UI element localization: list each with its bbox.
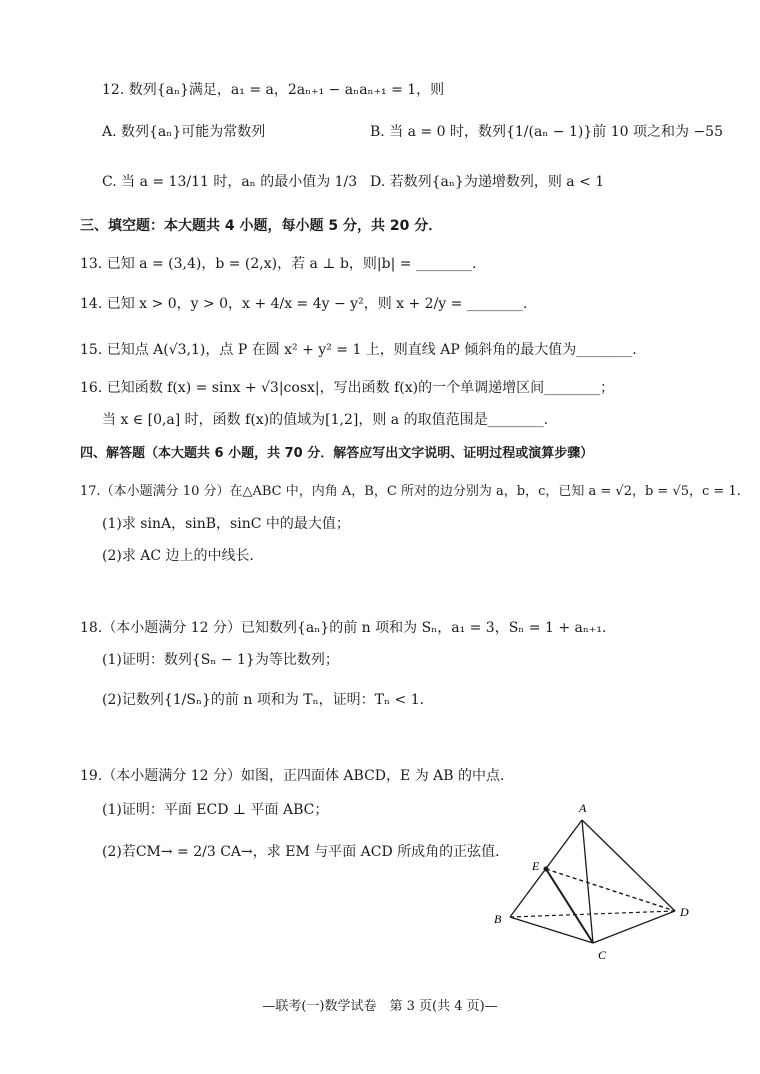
q17-part1: (1)求 sinA，sinB，sinC 中的最大值； (102, 516, 350, 532)
q19-part2: (2)若CM→ = 2/3 CA→，求 EM 与平面 ACD 所成角的正弦值． (102, 844, 510, 860)
q18-part2: (2)记数列{1/Sₙ}的前 n 项和为 Tₙ，证明：Tₙ < 1. (102, 692, 425, 708)
q19-stem: 19.（本小题满分 12 分）如图，正四面体 ABCD，E 为 AB 的中点． (80, 768, 514, 784)
edge-bc (510, 917, 593, 943)
label-e: E (532, 859, 540, 873)
label-b: B (494, 912, 502, 926)
section-3-title: 三、填空题：本大题共 4 小题，每小题 5 分，共 20 分． (80, 218, 443, 234)
q15: 15. 已知点 A(√3,1)，点 P 在圆 x² + y² = 1 上，则直线 AP 倾斜角的最大值为________. (80, 342, 637, 358)
edge-ad (582, 820, 675, 911)
q19-part1: (1)证明：平面 ECD ⊥ 平面 ABC； (102, 802, 329, 818)
q12-option-a: A. 数列{aₙ}可能为常数列 (102, 124, 266, 140)
q17-part2: (2)求 AC 边上的中线长． (102, 548, 264, 564)
edge-ac (582, 820, 593, 943)
q18-stem: 18.（本小题满分 12 分）已知数列{aₙ}的前 n 项和为 Sₙ，a₁ = 3，Sₙ = 1 + aₙ₊₁. (80, 620, 607, 636)
q16-line2: 当 x ∈ [0,a] 时，函数 f(x)的值域为[1,2]，则 a 的取值范围是________. (102, 412, 549, 428)
q12-option-d: D. 若数列{aₙ}为递增数列，则 a < 1 (370, 174, 605, 190)
label-c: C (598, 948, 607, 962)
tetrahedron-figure (480, 796, 720, 966)
page-footer: —联考(一)数学试卷 第 3 页(共 4 页)— (262, 999, 498, 1014)
segment-ec (546, 869, 593, 943)
point-e (544, 867, 549, 872)
label-d: D (680, 905, 689, 919)
q18-part1: (1)证明：数列{Sₙ − 1}为等比数列； (102, 652, 339, 668)
q12-option-b: B. 当 a = 0 时，数列{1/(aₙ − 1)}前 10 项之和为 −55 (370, 124, 723, 140)
q14: 14. 已知 x > 0，y > 0，x + 4/x = 4y − y²，则 x + 2/y = ________. (80, 296, 528, 312)
q12-stem: 12. 数列{aₙ}满足，a₁ = a，2aₙ₊₁ − aₙaₙ₊₁ = 1，则 (102, 82, 445, 98)
q13: 13. 已知 a = (3,4)，b = (2,x)，若 a ⊥ b，则|b| = ________. (80, 256, 477, 272)
edge-bd-hidden (510, 911, 675, 917)
q16-line1: 16. 已知函数 f(x) = sinx + √3|cosx|，写出函数 f(x)的一个单调递增区间________； (80, 380, 615, 396)
q17-stem: 17.（本小题满分 10 分）在△ABC 中，内角 A，B，C 所对的边分别为 a，b，c，已知 a = √2，b = √5，c = 1. (80, 484, 741, 499)
edge-cd (593, 911, 675, 943)
q12-option-c: C. 当 a = 13/11 时，aₙ 的最小值为 1/3 (102, 174, 358, 190)
label-a: A (579, 801, 587, 815)
segment-ed-hidden (546, 869, 675, 911)
section-4-title: 四、解答题（本大题共 6 小题，共 70 分．解答应写出文字说明、证明过程或演算步骤） (80, 446, 594, 461)
